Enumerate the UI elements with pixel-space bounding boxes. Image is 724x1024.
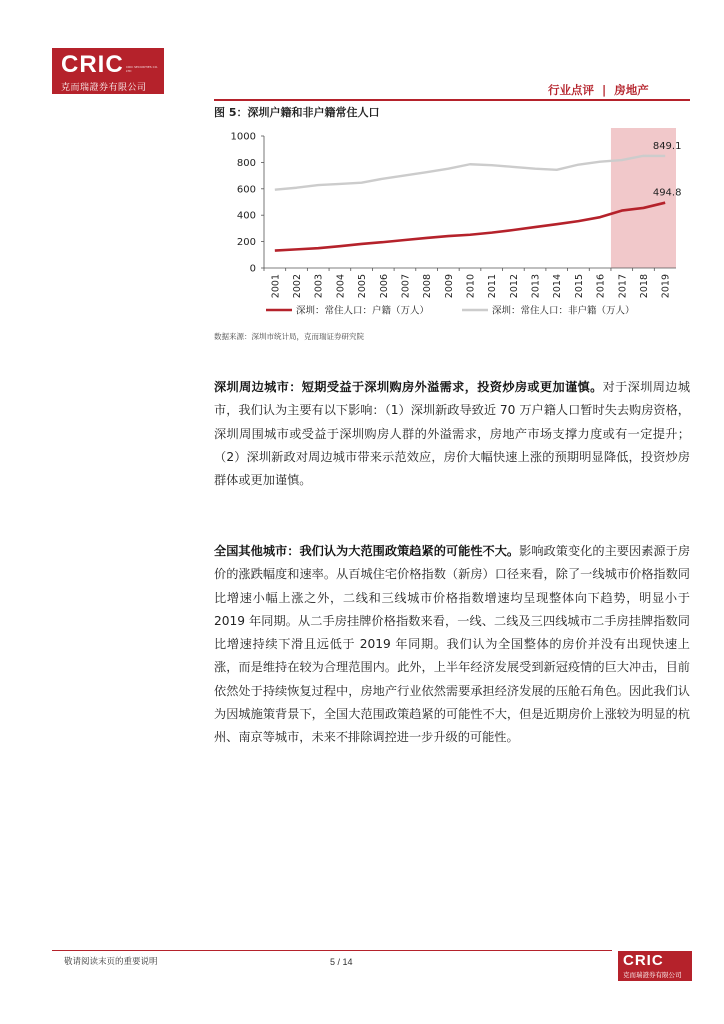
y-tick-label: 1000 [230, 131, 256, 143]
x-tick-label: 2010 [465, 274, 477, 299]
page-number: 5 / 14 [330, 957, 353, 967]
header-rule [214, 99, 690, 101]
y-tick-label: 200 [236, 237, 256, 249]
x-tick-label: 2017 [617, 274, 629, 299]
footer-logo-cn: 克而瑞證券有限公司 [623, 971, 682, 979]
header-logo-cn: 克而瑞證券有限公司 [61, 83, 147, 93]
x-tick-label: 2004 [335, 274, 347, 299]
y-tick-label: 400 [236, 210, 256, 222]
x-tick-label: 2019 [660, 274, 672, 299]
legend-label: 深圳：常住人口：非户籍（万人） [492, 305, 635, 317]
footer-logo-text: CRIC [623, 952, 664, 969]
x-tick-label: 2006 [378, 274, 390, 299]
x-tick-label: 2016 [595, 274, 607, 299]
legend-label: 深圳：常住人口：户籍（万人） [296, 305, 430, 317]
series-line-hukou [275, 203, 665, 251]
end-value-label: 849.1 [652, 140, 682, 152]
x-tick-label: 2018 [638, 274, 650, 299]
footer-rule [52, 950, 612, 951]
x-tick-label: 2014 [552, 274, 564, 299]
y-tick-label: 0 [249, 263, 256, 275]
header-logo-text: CRIC [61, 51, 124, 78]
header-logo-subtext: CRIC SECURITIES CO. LTD [126, 65, 158, 73]
section-label: 行业点评 [548, 83, 594, 97]
header-logo [52, 48, 164, 94]
y-tick-label: 600 [236, 184, 256, 196]
end-value-label: 494.8 [652, 187, 682, 199]
x-tick-label: 2007 [400, 274, 412, 299]
paragraph-shenzhen-surrounding [214, 376, 690, 492]
x-tick-label: 2005 [357, 274, 369, 299]
x-tick-label: 2008 [422, 274, 434, 299]
figure-title: 图 5：深圳户籍和非户籍常住人口 [214, 106, 380, 119]
x-tick-label: 2013 [530, 274, 542, 299]
population-line-chart [214, 122, 690, 327]
figure-source: 数据来源：深圳市统计局，克而瑞证券研究院 [214, 332, 364, 341]
series-line-non-hukou [275, 156, 665, 190]
paragraph-2-body: 影响政策变化的主要因素源于房价的涨跌幅度和速率。从百城住宅价格指数（新房）口径来看，除了一线城市价格指数同比增速小幅上涨之外，二线和三线城市价格指数增速均呈现整体向下趋势，明显小于 2019 年同期。从二手房挂牌价格指数来看，一线、二线及三四线城市二手房挂牌指数同比增速持续下滑且远低于 2019 年同期。我们认为全国整体的房价并没有出现快速上涨，而是维持在较为合理范围内。此外，上半年经济发展受到新冠疫情的巨大冲击，目前依然处于持续恢复过程中，房地产行业依然需要承担经济发展的压舱石角色。因此我们认为因城施策背景下，全国大范围政策趋紧的可能性不大，但是近期房价上涨较为明显的杭州、南京等城市，未来不排除调控进一步升级的可能性。 [214, 544, 691, 745]
x-tick-label: 2009 [443, 274, 455, 299]
x-tick-label: 2002 [292, 274, 304, 299]
x-tick-label: 2015 [573, 274, 585, 299]
paragraph-1-heading: 深圳周边城市：短期受益于深圳购房外溢需求，投资炒房或更加谨慎。 [214, 380, 603, 394]
header-section-tag [548, 82, 649, 98]
x-tick-label: 2012 [508, 274, 520, 299]
paragraph-other-cities [214, 540, 690, 750]
footer-logo [618, 951, 692, 981]
paragraph-1-body: 对于深圳周边城市，我们认为主要有以下影响：（1）深圳新政导致近 70 万户籍人口暂时失去购房资格，深圳周围城市或受益于深圳购房人群的外溢需求，房地产市场支撑力度或有一定提升；（2）深圳新政对周边城市带来示范效应，房价大幅快速上涨的预期明显降低，投资炒房群体或更加谨慎。 [214, 380, 691, 488]
x-tick-label: 2001 [270, 274, 282, 299]
footer-note: 敬请阅读末页的重要说明 [64, 957, 158, 967]
x-tick-label: 2003 [313, 274, 325, 299]
paragraph-2-heading: 全国其他城市：我们认为大范围政策趋紧的可能性不大。 [214, 544, 520, 558]
industry-label: 房地产 [614, 83, 649, 97]
x-tick-label: 2011 [487, 274, 499, 299]
section-separator: | [602, 83, 607, 97]
y-tick-label: 800 [236, 157, 256, 169]
